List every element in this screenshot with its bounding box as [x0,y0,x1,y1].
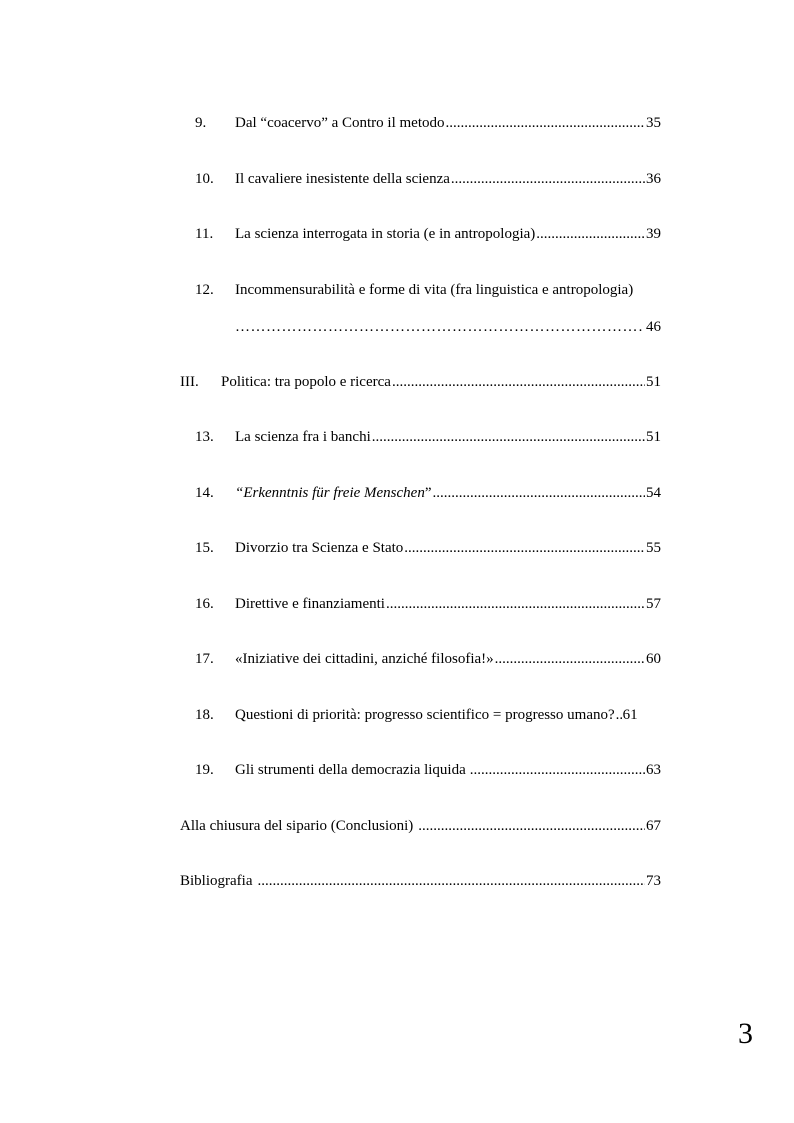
toc-entry-title: Bibliografia [180,873,253,889]
dot-leader [536,223,645,245]
toc-entry[interactable] [195,168,661,190]
toc-entry-page: 61 [622,707,638,723]
toc-entry-title: Alla chiusura del sipario (Conclusioni) [180,818,414,834]
toc-entry-number: 13. [195,429,214,445]
toc-entry-title: Divorzio tra Scienza e Stato [235,540,404,556]
toc-entry-page: 36 [646,171,661,187]
toc-entry-page: 35 [646,115,661,131]
dot-leader [616,704,622,726]
toc-entry-title: «Iniziative dei cittadini, anziché filosofia!» [235,651,494,667]
toc-entry-page: 39 [646,226,661,242]
toc-entry-title [235,482,432,504]
toc-entry-page: 51 [646,429,661,445]
toc-entry[interactable] [195,648,661,670]
toc-part-entry[interactable] [180,371,661,393]
toc-entry-number: III. [180,374,199,390]
toc-entry-number: 12. [195,282,214,298]
toc-entry[interactable] [195,279,661,301]
toc-entry-page: 60 [646,651,661,667]
toc-entry-number: 18. [195,707,214,723]
toc-entry-title: Politica: tra popolo e ricerca [221,374,391,390]
dot-leader [418,815,645,837]
toc-entry[interactable] [195,426,661,448]
toc-entry-page: 55 [646,540,661,556]
toc-entry-title: Direttive e finanziamenti [235,596,385,612]
dot-leader [451,168,645,190]
toc-entry-page: 51 [646,374,661,390]
toc-entry-page: 54 [646,485,661,501]
toc-entry-continuation[interactable] [235,316,661,338]
toc-entry-number: 15. [195,540,214,556]
toc-entry-page: 67 [646,818,661,834]
toc-entry-title: Dal “coacervo” a Contro il metodo [235,115,445,131]
toc-entry-number: 9. [195,115,207,131]
toc-entry-title-suffix: ” [424,485,432,501]
toc-entry-title: La scienza fra i banchi [235,429,371,445]
toc-entry-bibliography[interactable] [180,870,661,892]
toc-entry-number: 19. [195,762,214,778]
dot-leader [470,759,645,781]
page-number: 3 [738,1017,753,1050]
toc-entry[interactable] [195,537,661,559]
toc-entry-title: Il cavaliere inesistente della scienza [235,171,450,187]
toc-entry-page: 46 [646,319,661,335]
dot-leader [404,537,645,559]
toc-entry-number: 11. [195,226,214,242]
toc-entry[interactable] [195,482,661,504]
dot-leader [372,426,645,448]
toc-entry-title: Incommensurabilità e forme di vita (fra linguistica e antropologia) [235,282,634,298]
dot-leader [386,593,645,615]
toc-entry[interactable] [195,223,661,245]
dot-leader [495,648,645,670]
toc-entry[interactable] [195,704,661,726]
dot-leader [433,482,646,504]
toc-entry-number: 14. [195,485,214,501]
toc-entry-page: 57 [646,596,661,612]
toc-entry[interactable] [195,759,661,781]
toc-entry-number: 17. [195,651,214,667]
toc-entry[interactable] [195,112,661,134]
dot-leader [257,870,645,892]
dot-leader [446,112,645,134]
dot-leader [392,371,645,393]
toc-entry-title: La scienza interrogata in storia (e in antropologia) [235,226,536,242]
toc-entry-number: 16. [195,596,214,612]
toc-entry-page: 73 [646,873,661,889]
toc-entry-page: 63 [646,762,661,778]
toc-entry-conclusions[interactable] [180,815,661,837]
toc-entry-title-italic: “Erkenntnis für freie Menschen [235,485,425,501]
ellipsis-leader [235,316,642,338]
toc-entry-title: Gli strumenti della democrazia liquida [235,762,466,778]
toc-entry[interactable] [195,593,661,615]
toc-entry-title: Questioni di priorità: progresso scientifico = progresso umano? [235,707,615,723]
toc-entry-number: 10. [195,171,214,187]
